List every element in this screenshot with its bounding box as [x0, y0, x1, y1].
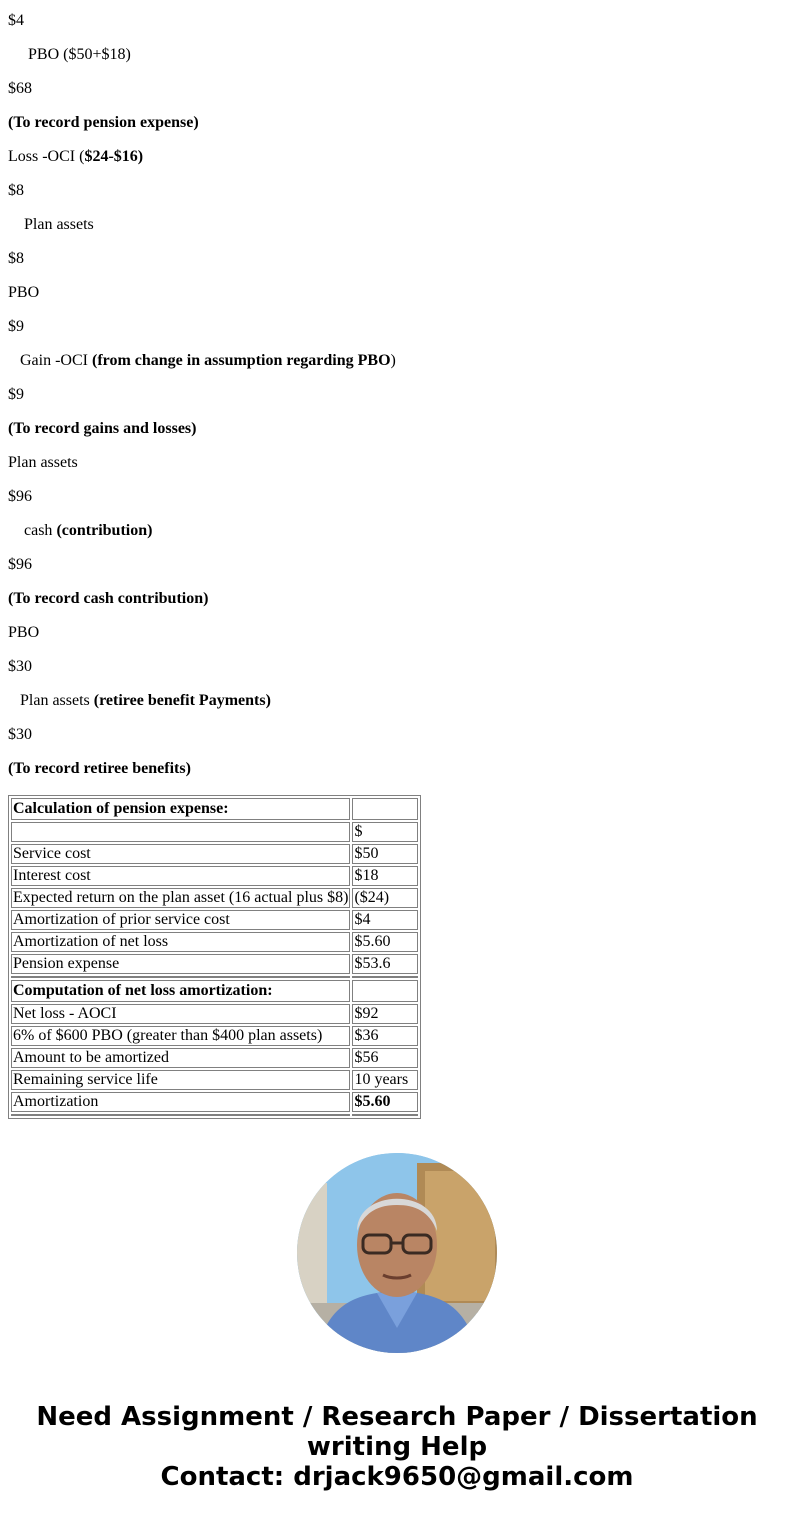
row-value: $36 [352, 1026, 418, 1046]
pension-expense-table [8, 795, 421, 1119]
journal-note [8, 114, 788, 132]
row-label: Amortization [11, 1092, 350, 1112]
journal-note-text: (To record pension expense) [8, 114, 199, 131]
table-row [11, 888, 418, 908]
row-label: Remaining service life [11, 1070, 350, 1090]
table-header-row [11, 980, 418, 1002]
row-label: Interest cost [11, 866, 350, 886]
journal-note-text: (To record cash contribution) [8, 590, 209, 607]
row-label: Amortization of net loss [11, 932, 350, 952]
table-row [11, 1070, 418, 1090]
row-label: Amount to be amortized [11, 1048, 350, 1068]
journal-line [8, 352, 788, 370]
journal-line: PBO ($50+$18) [28, 46, 131, 63]
table-header-cell [11, 798, 350, 820]
contact-email-line: Contact: drjack9650@gmail.com [160, 1462, 634, 1492]
row-label: 6% of $600 PBO (greater than $400 plan assets) [11, 1026, 350, 1046]
journal-line: Plan assets [24, 216, 94, 233]
table-row [11, 910, 418, 930]
separator-cell [11, 976, 350, 978]
row-label: Pension expense [11, 954, 350, 974]
amortization-value: $5.60 [354, 1093, 391, 1110]
journal-note [8, 420, 788, 438]
table-header-cell [11, 980, 350, 1002]
journal-note [8, 760, 788, 778]
table-header-row [11, 798, 418, 820]
row-value: $18 [352, 866, 418, 886]
table-row [11, 822, 418, 842]
journal-line-text: ) [390, 352, 396, 369]
row-value: $5.60 [352, 932, 418, 952]
journal-line: PBO [8, 624, 40, 641]
table-row [11, 866, 418, 886]
journal-line: $30 [8, 658, 32, 675]
calc-header: Calculation of pension expense: [13, 800, 229, 817]
table-cell [11, 822, 350, 842]
table-row [11, 932, 418, 952]
journal-line [8, 522, 788, 540]
journal-line [8, 692, 788, 710]
table-row [11, 844, 418, 864]
journal-line-bold: (retiree benefit Payments) [93, 692, 271, 709]
row-label: Service cost [11, 844, 350, 864]
row-label: Amortization of prior service cost [11, 910, 350, 930]
journal-line: $8 [8, 250, 24, 267]
journal-entries [8, 12, 788, 794]
journal-line: Plan assets [8, 454, 78, 471]
row-label: Net loss - AOCI [11, 1004, 350, 1024]
journal-note-text: (To record gains and losses) [8, 420, 197, 437]
journal-line-text: Loss -OCI ( [8, 148, 85, 165]
row-value: $56 [352, 1048, 418, 1068]
journal-note [8, 590, 788, 608]
journal-line [8, 148, 788, 166]
journal-line: PBO [8, 284, 40, 301]
journal-line-text: Gain -OCI [20, 352, 92, 369]
journal-line: $68 [8, 80, 32, 97]
separator-cell [352, 1114, 418, 1116]
journal-line-text: cash [24, 522, 57, 539]
journal-line-bold: (contribution) [56, 522, 153, 539]
table-row [11, 1004, 418, 1024]
table-cell [352, 980, 418, 1002]
table-row [11, 1026, 418, 1046]
row-value: $92 [352, 1004, 418, 1024]
row-label: Expected return on the plan asset (16 actual plus $8) [13, 889, 349, 906]
separator-cell [352, 976, 418, 978]
row-value: $53.6 [352, 954, 418, 974]
row-value: $50 [352, 844, 418, 864]
journal-line: $96 [8, 556, 32, 573]
separator-cell [11, 1114, 350, 1116]
banner-line: writing Help [306, 1432, 488, 1462]
avatar-portrait [297, 1153, 497, 1353]
journal-line: $9 [8, 386, 24, 403]
row-value: 10 years [352, 1070, 418, 1090]
table-row [11, 954, 418, 974]
journal-line-bold: $24-$16) [84, 148, 144, 165]
table-cell [352, 798, 418, 820]
journal-line: $30 [8, 726, 32, 743]
journal-note-text: (To record retiree benefits) [8, 760, 191, 777]
journal-line: $96 [8, 488, 32, 505]
row-value: ($24) [352, 888, 418, 908]
table-separator-row [11, 976, 418, 978]
contact-banner [0, 1402, 794, 1492]
currency-cell: $ [352, 822, 418, 842]
journal-line: $9 [8, 318, 24, 335]
journal-line-bold: (from change in assumption regarding PBO [91, 352, 391, 369]
journal-line-text: Plan assets [20, 692, 94, 709]
row-value [352, 1092, 418, 1112]
journal-line: $4 [8, 12, 24, 29]
table-separator-row [11, 1114, 418, 1116]
comp-header: Computation of net loss amortization: [13, 982, 273, 999]
table-row [11, 1048, 418, 1068]
table-row [11, 1092, 418, 1112]
journal-line: $8 [8, 182, 24, 199]
row-value: $4 [352, 910, 418, 930]
banner-line: Need Assignment / Research Paper / Dissertation [36, 1402, 758, 1432]
author-avatar [297, 1153, 497, 1353]
